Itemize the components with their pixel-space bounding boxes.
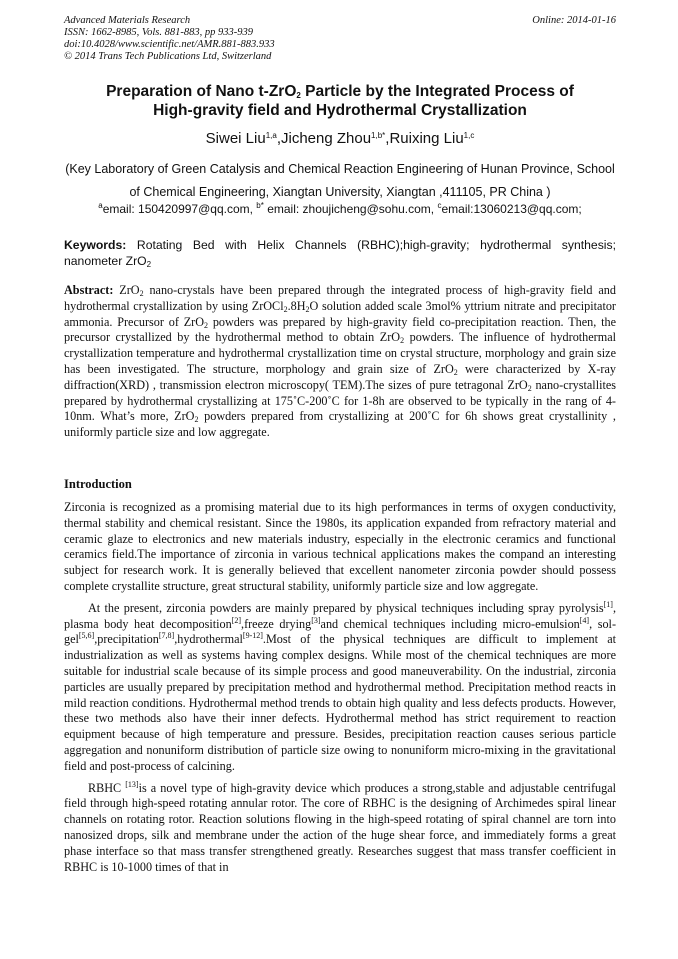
abstract-label: Abstract: — [64, 283, 114, 297]
citation: [5,6] — [78, 631, 95, 641]
author-list: Siwei Liu$^{1,a}$,Jicheng Zhou$^{1,b*}$,Ruixing Liu$^{1,c}$ — [205, 130, 475, 147]
author-emails: $^a$email: 150420997@qq.com, $^{b*}$ email: zhoujicheng@sohu.com, $^c$email:13060213@qq.com; — [98, 201, 582, 216]
citation: [3] — [311, 615, 321, 625]
author-3: ,Ruixing Liu — [385, 130, 464, 147]
keywords-label: Keywords: — [64, 238, 127, 252]
affiliation: (Key Laboratory of Green Catalysis and Chemical Reaction Engineering of Hunan Province, School of Chemical Engineering, Xiangtan University, Xiangtan ,411105, PR China ) — [65, 162, 615, 199]
paragraph-2: At the present, zirconia powders are mainly prepared by physical techniques including spray pyrolysis[1], plasma body heat decomposition[2],freeze drying[3]and chemical techniques including micro-emulsion[4], sol-gel[5,6],precipitation[7,8],hydrothermal[9-12].Most of the physical techniques are difficult to implement at industrialization as well as systems having complex designs. While most of the chemical techniques are more suitable for industrial scale because of its simple process and good maneuverability. On the industrial, zirconia particles are usually prepared by precipitation method and hydrothermal method. Precipitation method reacts in mild reaction conditions. Hydrothermal method trends to obtain high quality and less defects products. However, these two methods also have their inner defects. Hydrothermal method has strict requirement to reaction equipment because of high temperature and pressure. Besides, precipitation reaction causes serious particle aggregation and nonuniform distribution of particle size owing to nonuniform micro-mixing in the gravitational field and post-process of calcining. — [64, 599, 616, 773]
keywords: Keywords: Rotating Bed with Helix Channels (RBHC);high-gravity; hydrothermal synthesis; nanometer ZrO$_2$ — [64, 238, 616, 269]
citation: [7,8] — [158, 631, 175, 641]
paper-title — [64, 82, 616, 120]
author-1: Siwei Liu — [205, 130, 266, 147]
citation: [13] — [125, 779, 139, 789]
citation: [1] — [603, 599, 613, 609]
title-line-2: High-gravity field and Hydrothermal Crystallization — [153, 102, 527, 119]
author-2: ,Jicheng Zhou — [276, 130, 372, 147]
copyright: © 2014 Trans Tech Publications Ltd, Switzerland — [64, 51, 272, 62]
paragraph-1: Zirconia is recognized as a promising material due to its high performances in terms of oxygen conductivity, thermal stability and chemical resistant. Since the 1980s, its application expanded from refractory material and ceramic glaze to electronics and new materials industry, especially in the electronic ceramics and functional ceramics field.The importance of zirconia in various technical applications makes the compand an interesting subject for research work. It is generally believed that excellent nanometer zirconia powder should possess complete crystallite structure, great structural stability, uniformly particle size and low aggregate. — [64, 500, 616, 593]
issn: ISSN: 1662-8985, Vols. 881-883, pp 933-939 — [64, 27, 253, 38]
online-date: Online: 2014-01-16 — [532, 15, 616, 26]
title-line-1: Preparation of Nano t-ZrO$_2$ Particle by the Integrated Process of — [106, 83, 574, 100]
abstract: Abstract: ZrO$_2$ nano-crystals have been prepared through the integrated process of high-gravity field and hydrothermal crystallization by using $ZrOCl_2.8H_2O$ solution added scale 3mol% yttrium nitrate and precipitator ammonia. Precursor of ZrO$_2$ powders was prepared by high-gravity field co-precipitation reaction. Then, the precursor crystallized by the hydrothermal method to obtain ZrO$_2$ powders. The influence of hydrothermal crystallization temperature and hydrothermal crystallization time on crystal structure, morphology and grain size has been investigated. The structure, morphology and grain size of ZrO$_2$ were characterized by X-ray diffraction(XRD) , transmission electron microscopy( TEM).The sizes of pure tetragonal ZrO$_2$ nano-crystallites prepared by hydrothermal crystallizing at 175˚C-200˚C for 1-8h are observed to be typically in the rang of 4-10nm. What’s more, ZrO$_2$ powders prepared from crystallizing at 200˚C for 6h shows great crystallinity , uniformly particle size and low aggregate. — [64, 283, 617, 440]
citation: [2] — [231, 615, 242, 625]
introduction-body — [64, 500, 616, 877]
citation: [9-12] — [242, 631, 263, 641]
doi: doi:10.4028/www.scientific.net/AMR.881-883.933 — [64, 39, 275, 50]
journal-name: Advanced Materials Research — [64, 15, 191, 26]
paragraph-3: RBHC [13]is a novel type of high-gravity device which produces a strong,stable and adjustable centrifugal field through high-speed rotating annular rotor. The core of RBHC is the designing of Archimedes spiral linear channels on rotating rotor. Reaction solutions flowing in the high-speed rotating of spiral channel are torn into nanosized drops, silk and membrane under the action of the huge shear force, and immediately forms a great phase interface so that mass transfer strengthened greatly. Researches suggest that mass transfer coefficient in RBHC is 10-1000 times of that in — [64, 779, 616, 874]
journal-header — [64, 15, 616, 63]
section-heading-introduction: Introduction — [64, 477, 132, 491]
citation: [4] — [579, 615, 590, 625]
